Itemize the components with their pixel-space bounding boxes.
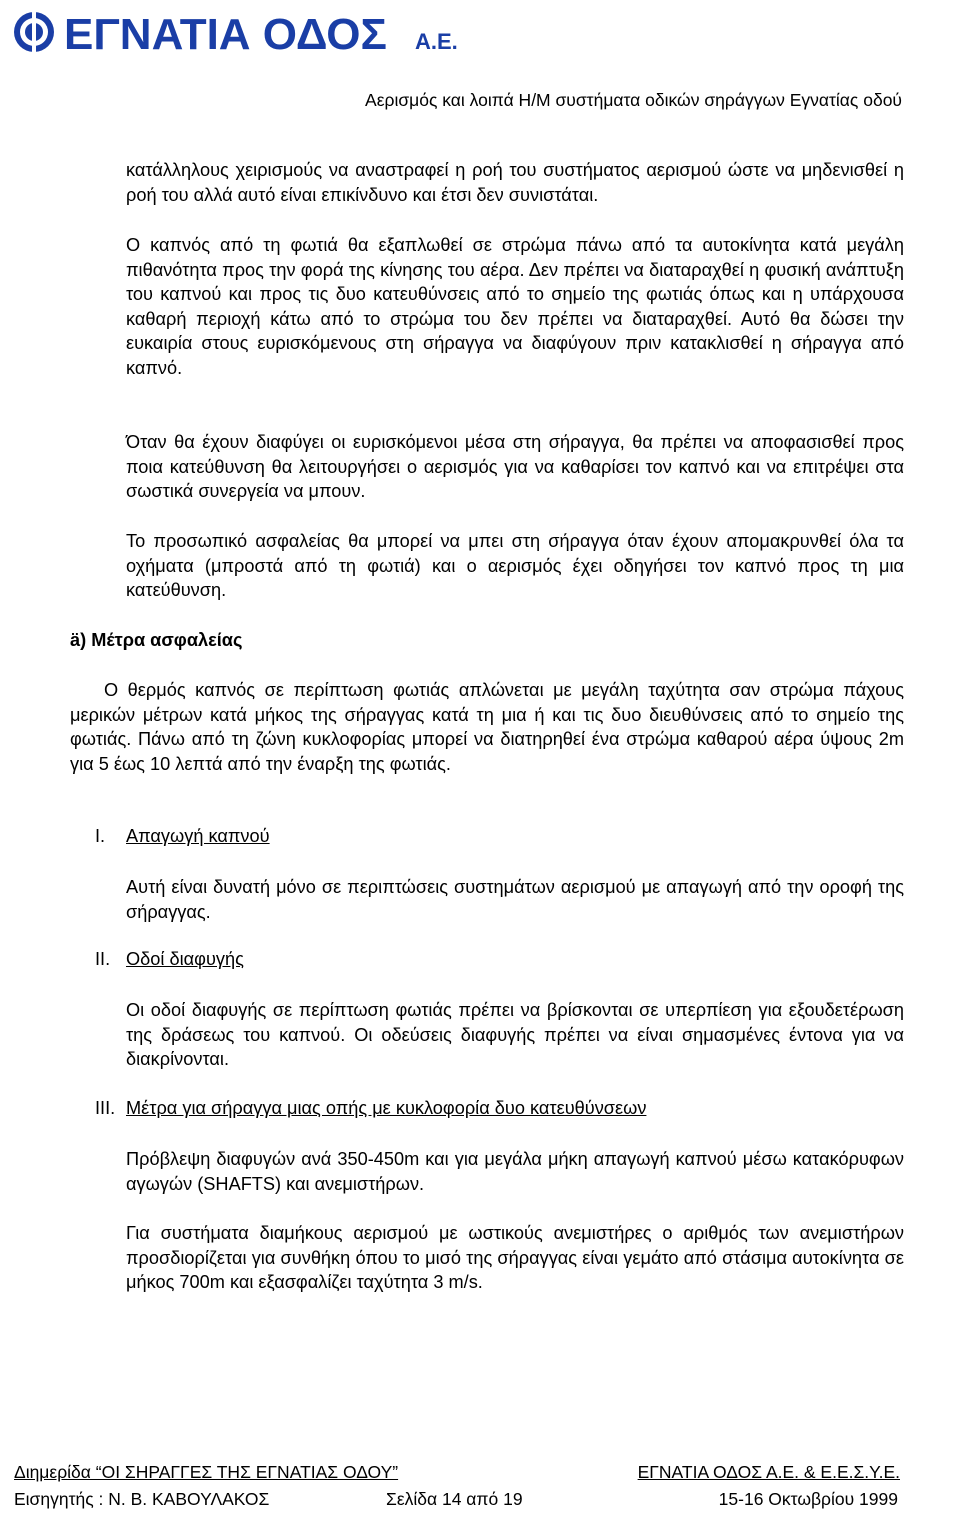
item-2-numeral: II. [95, 949, 111, 969]
item-2-title: Οδοί διαφυγής [126, 949, 244, 969]
paragraph-2: Ο καπνός από τη φωτιά θα εξαπλωθεί σε στρώμα πάνω από τα αυτοκίνητα κατά μεγάλη πιθανότητα προς την φορά της κίνησης του αέρα. Δεν πρέπει να διαταραχθεί η φυσική ανάπτυξη του καπνού και προς τις δυο κατευθύνσεις από το σημείο της φωτιάς όπως και η υπάρχουσα καθαρή περιοχή κάτω από το στρώμα του δεν πρέπει να διαταραχθεί. Αυτό θα δώσει την ευκαιρία στους ευρισκόμενους στη σήραγγα να διαφύγουν πριν κατακλισθεί η σήραγγα από καπνό. [126, 235, 904, 378]
logo-suffix: Α.Ε. [415, 29, 458, 54]
logo-text: ΕΓΝΑΤΙΑ ΟΔΟΣ [64, 10, 387, 57]
footer-org: ΕΓΝΑΤΙΑ ΟΔΟΣ Α.Ε. & Ε.Ε.Σ.Υ.Ε. [637, 1462, 900, 1482]
paragraph-1: κατάλληλους χειρισμούς να αναστραφεί η ροή του συστήματος αερισμού ώστε να μηδενισθεί η ροή του αλλά αυτό είναι επικίνδυνο και έτσι δεν συνιστάται. [126, 160, 904, 205]
item-2-text: Οι οδοί διαφυγής σε περίπτωση φωτιάς πρέπει να βρίσκονται σε υπερπίεση για εξουδετέρωση της δράσεως του καπνού. Οι οδεύσεις διαφυγής πρέπει να είναι σημασμένες έντονα για να διακρίνονται. [126, 1000, 904, 1070]
footer-date: 15-16 Οκτωβρίου 1999 [718, 1489, 898, 1509]
paragraph-3: Όταν θα έχουν διαφύγει οι ευρισκόμενοι μέσα στη σήραγγα, θα πρέπει να αποφασισθεί προς ποια κατεύθυνση θα λειτουργήσει ο αερισμός για να καθαρίσει τον καπνό και να επιτρέψει στα σωστικά συνεργεία να μπουν. [126, 432, 904, 502]
footer-event: Διημερίδα “ΟΙ ΣΗΡΑΓΓΕΣ ΤΗΣ ΕΓΝΑΤΙΑΣ ΟΔΟΥ” [14, 1462, 399, 1482]
paragraph-4: Το προσωπικό ασφαλείας θα μπορεί να μπει στη σήραγγα όταν έχουν απομακρυνθεί όλα τα οχήματα (μπροστά από τη φωτιά) και ο αερισμός έχει οδηγήσει τον καπνό προς τη μια κατεύθυνση. [126, 531, 904, 601]
section-heading: ä) Μέτρα ασφαλείας [70, 630, 243, 650]
footer-speaker: Εισηγητής : Ν. Β. ΚΑΒΟΥΛΑΚΟΣ [14, 1489, 270, 1509]
logo [12, 8, 472, 56]
page-header-title: Αερισμός και λοιπά Η/Μ συστήματα οδικών σηράγγων Εγνατίας οδού [365, 90, 902, 110]
item-1-text: Αυτή είναι δυνατή μόνο σε περιπτώσεις συστημάτων αερισμού με απαγωγή από την οροφή της σήραγγας. [126, 877, 904, 922]
footer-page-number: Σελίδα 14 από 19 [386, 1489, 523, 1509]
item-3-text: Πρόβλεψη διαφυγών ανά 350-450m και για μεγάλα μήκη απαγωγή καπνού μέσω κατακόρυφων αγωγών (SHAFTS) και ανεμιστήρων. [126, 1149, 904, 1194]
item-1-numeral: I. [95, 826, 106, 846]
item-1-title: Απαγωγή καπνού [126, 826, 270, 846]
item-3-numeral: III. [95, 1098, 116, 1118]
logo-graphic [12, 7, 472, 57]
item-3-title: Μέτρα για σήραγγα μιας οπής με κυκλοφορία δυο κατευθύνσεων [126, 1098, 647, 1118]
paragraph-5: Ο θερμός καπνός σε περίπτωση φωτιάς απλώνεται με μεγάλη ταχύτητα σαν στρώμα πάχους μερικών μέτρων κατά μήκος της σήραγγας κατά τη μια ή και τις δυο διευθύνσεις από το σημείο της φωτιάς. Πάνω από τη ζώνη κυκλοφορίας μπορεί να διατηρηθεί ένα στρώμα καθαρού αέρα ύψους 2m για 5 έως 10 λεπτά από την έναρξη της φωτιάς. [70, 680, 904, 774]
item-3-text-2: Για συστήματα διαμήκους αερισμού με ωστικούς ανεμιστήρες ο αριθμός των ανεμιστήρων προσδιορίζεται για συνθήκη όπου το μισό της σήραγγας είναι γεμάτο από στάσιμα αυτοκίνητα σε μήκος 700m και εξασφαλίζει ταχύτητα 3 m/s. [126, 1223, 904, 1293]
